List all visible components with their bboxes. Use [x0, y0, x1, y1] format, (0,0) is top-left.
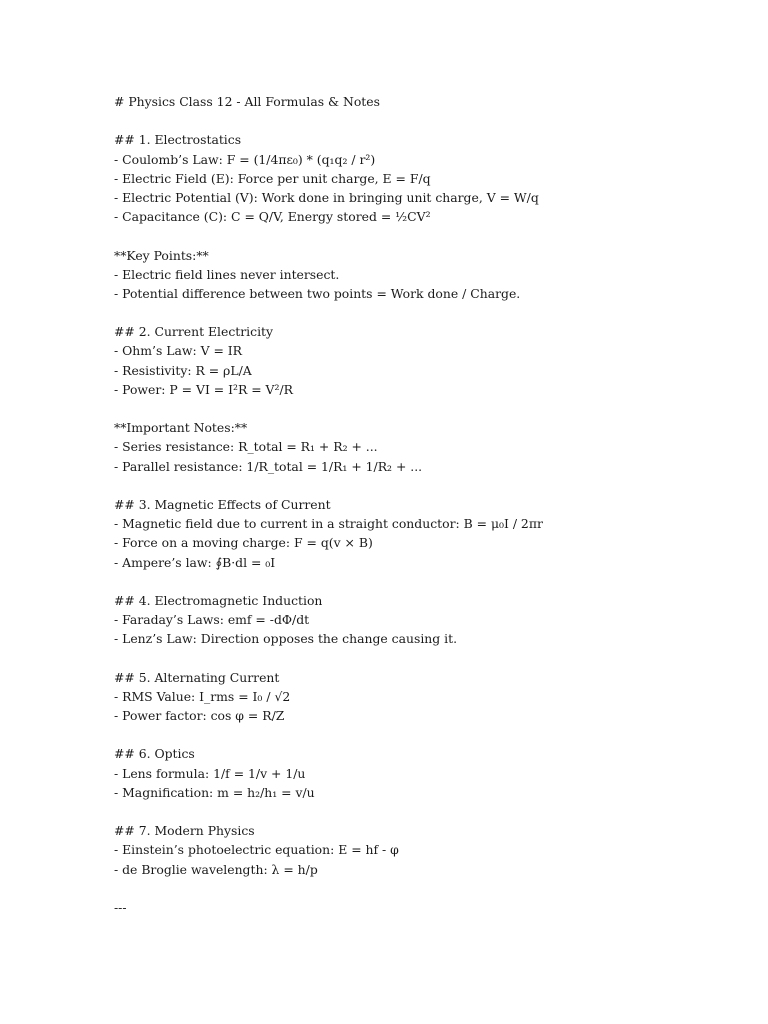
spacer: [114, 303, 734, 322]
spacer: [114, 648, 734, 667]
formula-line: - Force on a moving charge: F = q(v × B): [114, 535, 373, 551]
spacer: [114, 725, 734, 744]
formula-line: - Lenz’s Law: Direction opposes the change causing it.: [114, 631, 458, 647]
formula-line: - Electric Potential (V): Work done in bringing unit charge, V = W/q: [114, 189, 539, 205]
formula-line: - Faraday’s Laws: emf = -dΦ/dt: [114, 612, 310, 628]
formula-line: - Resistivity: R = ρL/A: [114, 362, 252, 378]
formula-line: - Einstein’s photoelectric equation: E = hf - φ: [114, 842, 399, 858]
document-body: [114, 92, 734, 917]
formula-line: - Lens formula: 1/f = 1/v + 1/u: [114, 765, 306, 781]
section-heading-magnetic-effects: ## 3. Magnetic Effects of Current: [114, 496, 331, 512]
note-line: - Potential difference between two points = Work done / Charge.: [114, 285, 521, 301]
spacer: [114, 802, 734, 821]
section-heading-current-electricity: ## 2. Current Electricity: [114, 324, 274, 340]
formula-line: - Coulomb’s Law: F = (1/4πε₀) * (q₁q₂ / r²): [114, 151, 376, 167]
formula-line: - Capacitance (C): C = Q/V, Energy stored = ½CV²: [114, 209, 431, 225]
note-line: - Parallel resistance: 1/R_total = 1/R₁ + 1/R₂ + ...: [114, 458, 423, 474]
formula-line: - Power factor: cos φ = R/Z: [114, 708, 285, 723]
section-heading-optics: ## 6. Optics: [114, 746, 195, 762]
section-heading-electrostatics: ## 1. Electrostatics: [114, 132, 242, 148]
formula-line: - Ampere’s law: ∮B·dl = ₀I: [114, 554, 276, 570]
formula-line: - Electric Field (E): Force per unit charge, E = F/q: [114, 170, 431, 186]
formula-line: - Magnetic field due to current in a straight conductor: B = μ₀I / 2πr: [114, 516, 543, 532]
section-heading-important-notes: **Important Notes:**: [114, 420, 248, 436]
note-line: - Series resistance: R_total = R₁ + R₂ + ...: [114, 439, 378, 455]
section-heading-electromagnetic-induction: ## 4. Electromagnetic Induction: [114, 592, 323, 608]
formula-line: - RMS Value: I_rms = I₀ / √2: [114, 688, 291, 704]
document-title: # Physics Class 12 - All Formulas & Notes: [114, 94, 380, 109]
spacer: [114, 572, 734, 591]
section-heading-modern-physics: ## 7. Modern Physics: [114, 823, 255, 839]
note-line: - Electric field lines never intersect.: [114, 266, 340, 282]
formula-line: - Ohm’s Law: V = IR: [114, 343, 243, 359]
section-heading-key-points: **Key Points:**: [114, 247, 209, 263]
formula-line: - Magnification: m = h₂/h₁ = v/u: [114, 784, 315, 800]
horizontal-rule-marker: ---: [114, 899, 127, 915]
spacer: [114, 476, 734, 495]
spacer: [114, 111, 734, 130]
spacer: [114, 399, 734, 418]
section-heading-alternating-current: ## 5. Alternating Current: [114, 669, 280, 685]
formula-line: - Power: P = VI = I²R = V²/R: [114, 381, 293, 397]
formula-line: - de Broglie wavelength: λ = h/p: [114, 861, 318, 877]
spacer: [114, 226, 734, 245]
spacer: [114, 879, 734, 898]
